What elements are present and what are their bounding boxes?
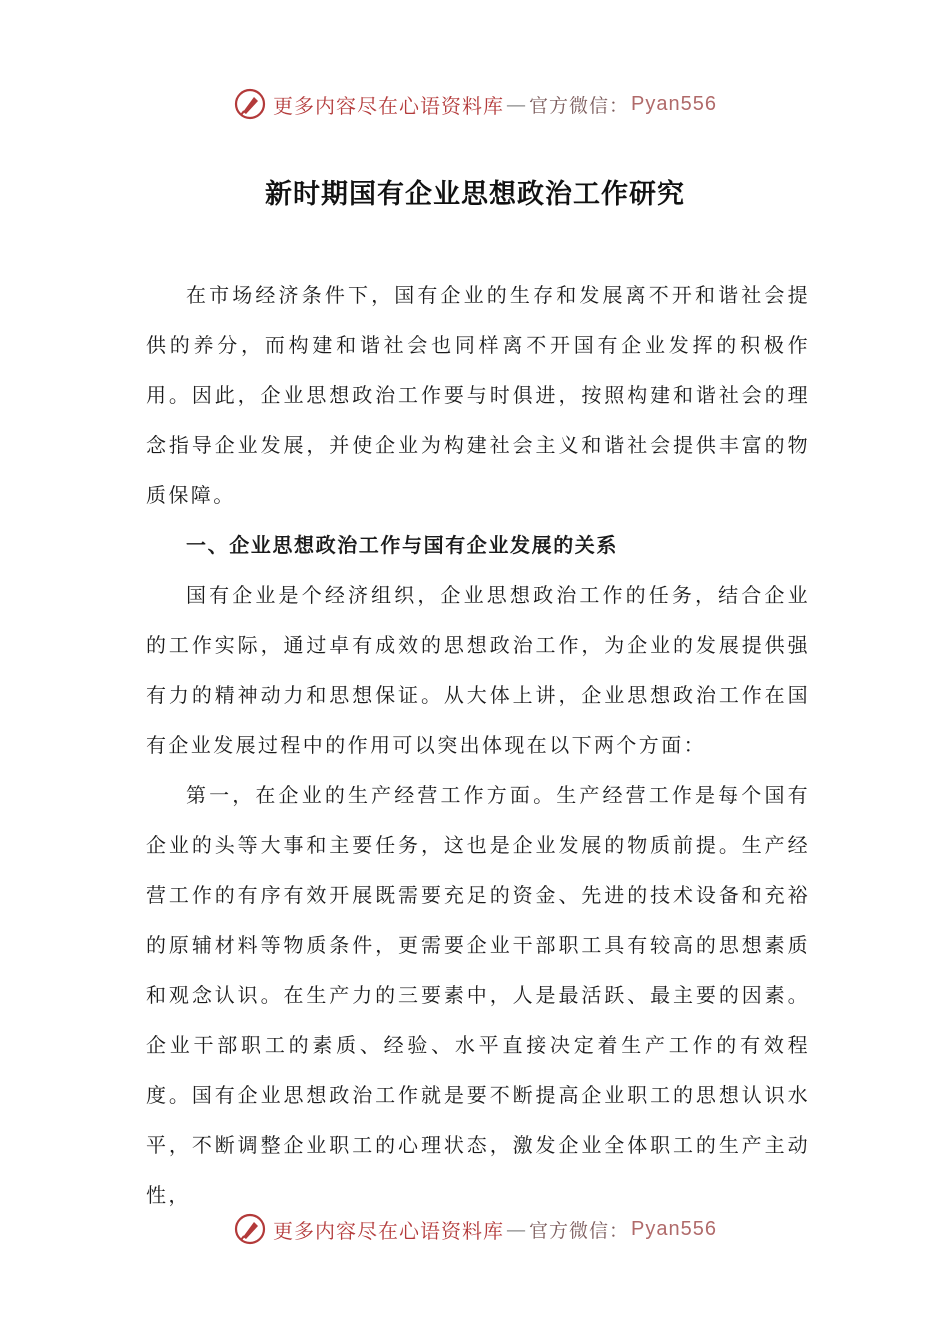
header-banner [0, 82, 950, 126]
paragraph-intro: 在市场经济条件下，国有企业的生存和发展离不开和谐社会提供的养分，而构建和谐社会也同样离不开国有企业发挥的积极作用。因此，企业思想政治工作要与时俱进，按照构建和谐社会的理念指导企业发展，并使企业为构建社会主义和谐社会提供丰富的物质保障。 [146, 283, 810, 507]
banner-text: 更多内容尽在心语资料库 [273, 1218, 504, 1243]
pen-nib-icon [233, 1212, 267, 1246]
banner-wechat-label: 官方微信： [529, 94, 630, 117]
banner-wechat-label: 官方微信： [529, 1219, 630, 1242]
banner-wechat-id: Pyan556 [631, 1217, 717, 1240]
document-title: 新时期国有企业思想政治工作研究 [265, 179, 685, 210]
footer-banner [0, 1207, 950, 1251]
banner-text: 更多内容尽在心语资料库 [273, 93, 504, 118]
document-body [146, 270, 810, 1220]
paragraph-section-1: 国有企业是个经济组织，企业思想政治工作的任务，结合企业的工作实际，通过卓有成效的思想政治工作，为企业的发展提供强有力的精神动力和思想保证。从大体上讲，企业思想政治工作在国有企业发展过程中的作用可以突出体现在以下两个方面： [146, 583, 810, 757]
banner-wechat-id: Pyan556 [631, 92, 717, 115]
pen-nib-icon [233, 87, 267, 121]
banner-separator: — [506, 92, 527, 116]
section-heading: 一、企业思想政治工作与国有企业发展的关系 [186, 533, 618, 557]
paragraph-section-2: 第一，在企业的生产经营工作方面。生产经营工作是每个国有企业的头等大事和主要任务，这也是企业发展的物质前提。生产经营工作的有序有效开展既需要充足的资金、先进的技术设备和充裕的原辅材料等物质条件，更需要企业干部职工具有较高的思想素质和观念认识。在生产力的三要素中，人是最活跃、最主要的因素。企业干部职工的素质、经验、水平直接决定着生产工作的有效程度。国有企业思想政治工作就是要不断提高企业职工的思想认识水平，不断调整企业职工的心理状态，激发企业全体职工的生产主动性， [146, 783, 810, 1207]
banner-separator: — [506, 1217, 527, 1241]
